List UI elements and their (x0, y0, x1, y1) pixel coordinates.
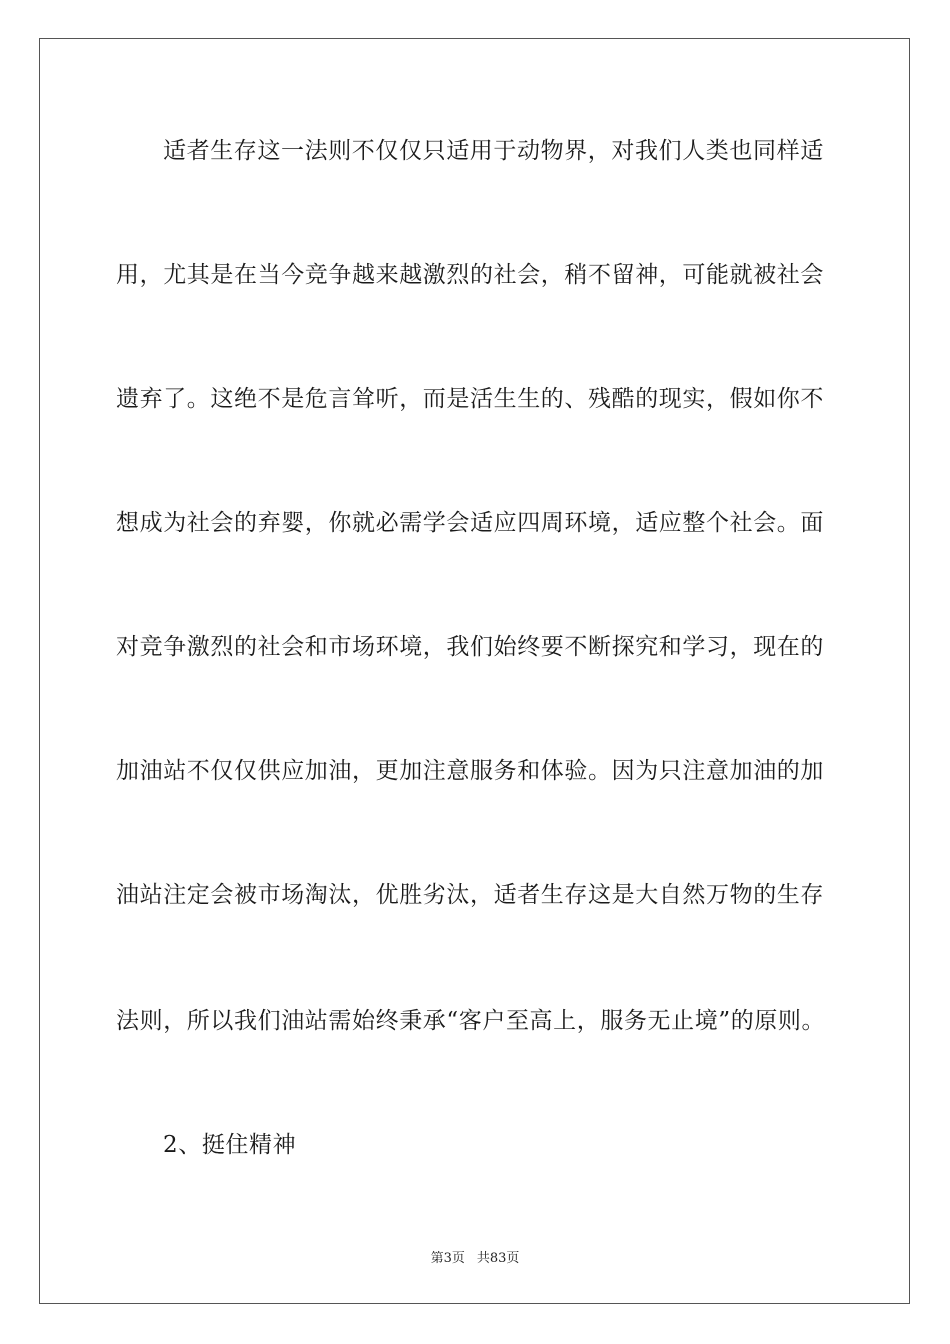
page-number: 第3页 (430, 1251, 465, 1266)
paragraph-line-5: 对竞争激烈的社会和市场环境，我们始终要不断探究和学习，现在的 (116, 634, 824, 660)
paragraph-line-4: 想成为社会的弃婴，你就必需学会适应四周环境，适应整个社会。面 (116, 510, 824, 536)
paragraph-line-7: 油站注定会被市场淘汰，优胜劣汰，适者生存这是大自然万物的生存 (116, 882, 824, 908)
page-footer (0, 1247, 950, 1266)
paragraph-line-8: 法则，所以我们油站需始终秉承“客户至高上，服务无止境”的原则。 (116, 1008, 826, 1034)
paragraph-line-3: 遗弃了。这绝不是危言耸听，而是活生生的、残酷的现实，假如你不 (116, 386, 824, 412)
paragraph-line-1: 适者生存这一法则不仅仅只适用于动物界，对我们人类也同样适 (163, 138, 824, 164)
page-total: 共83页 (476, 1251, 520, 1266)
paragraph-line-6: 加油站不仅仅供应加油，更加注意服务和体验。因为只注意加油的加 (116, 758, 824, 784)
section-heading: 2、挺住精神 (163, 1132, 297, 1158)
page-border (39, 38, 910, 1304)
paragraph-line-2: 用，尤其是在当今竞争越来越激烈的社会，稍不留神，可能就被社会 (116, 262, 824, 288)
